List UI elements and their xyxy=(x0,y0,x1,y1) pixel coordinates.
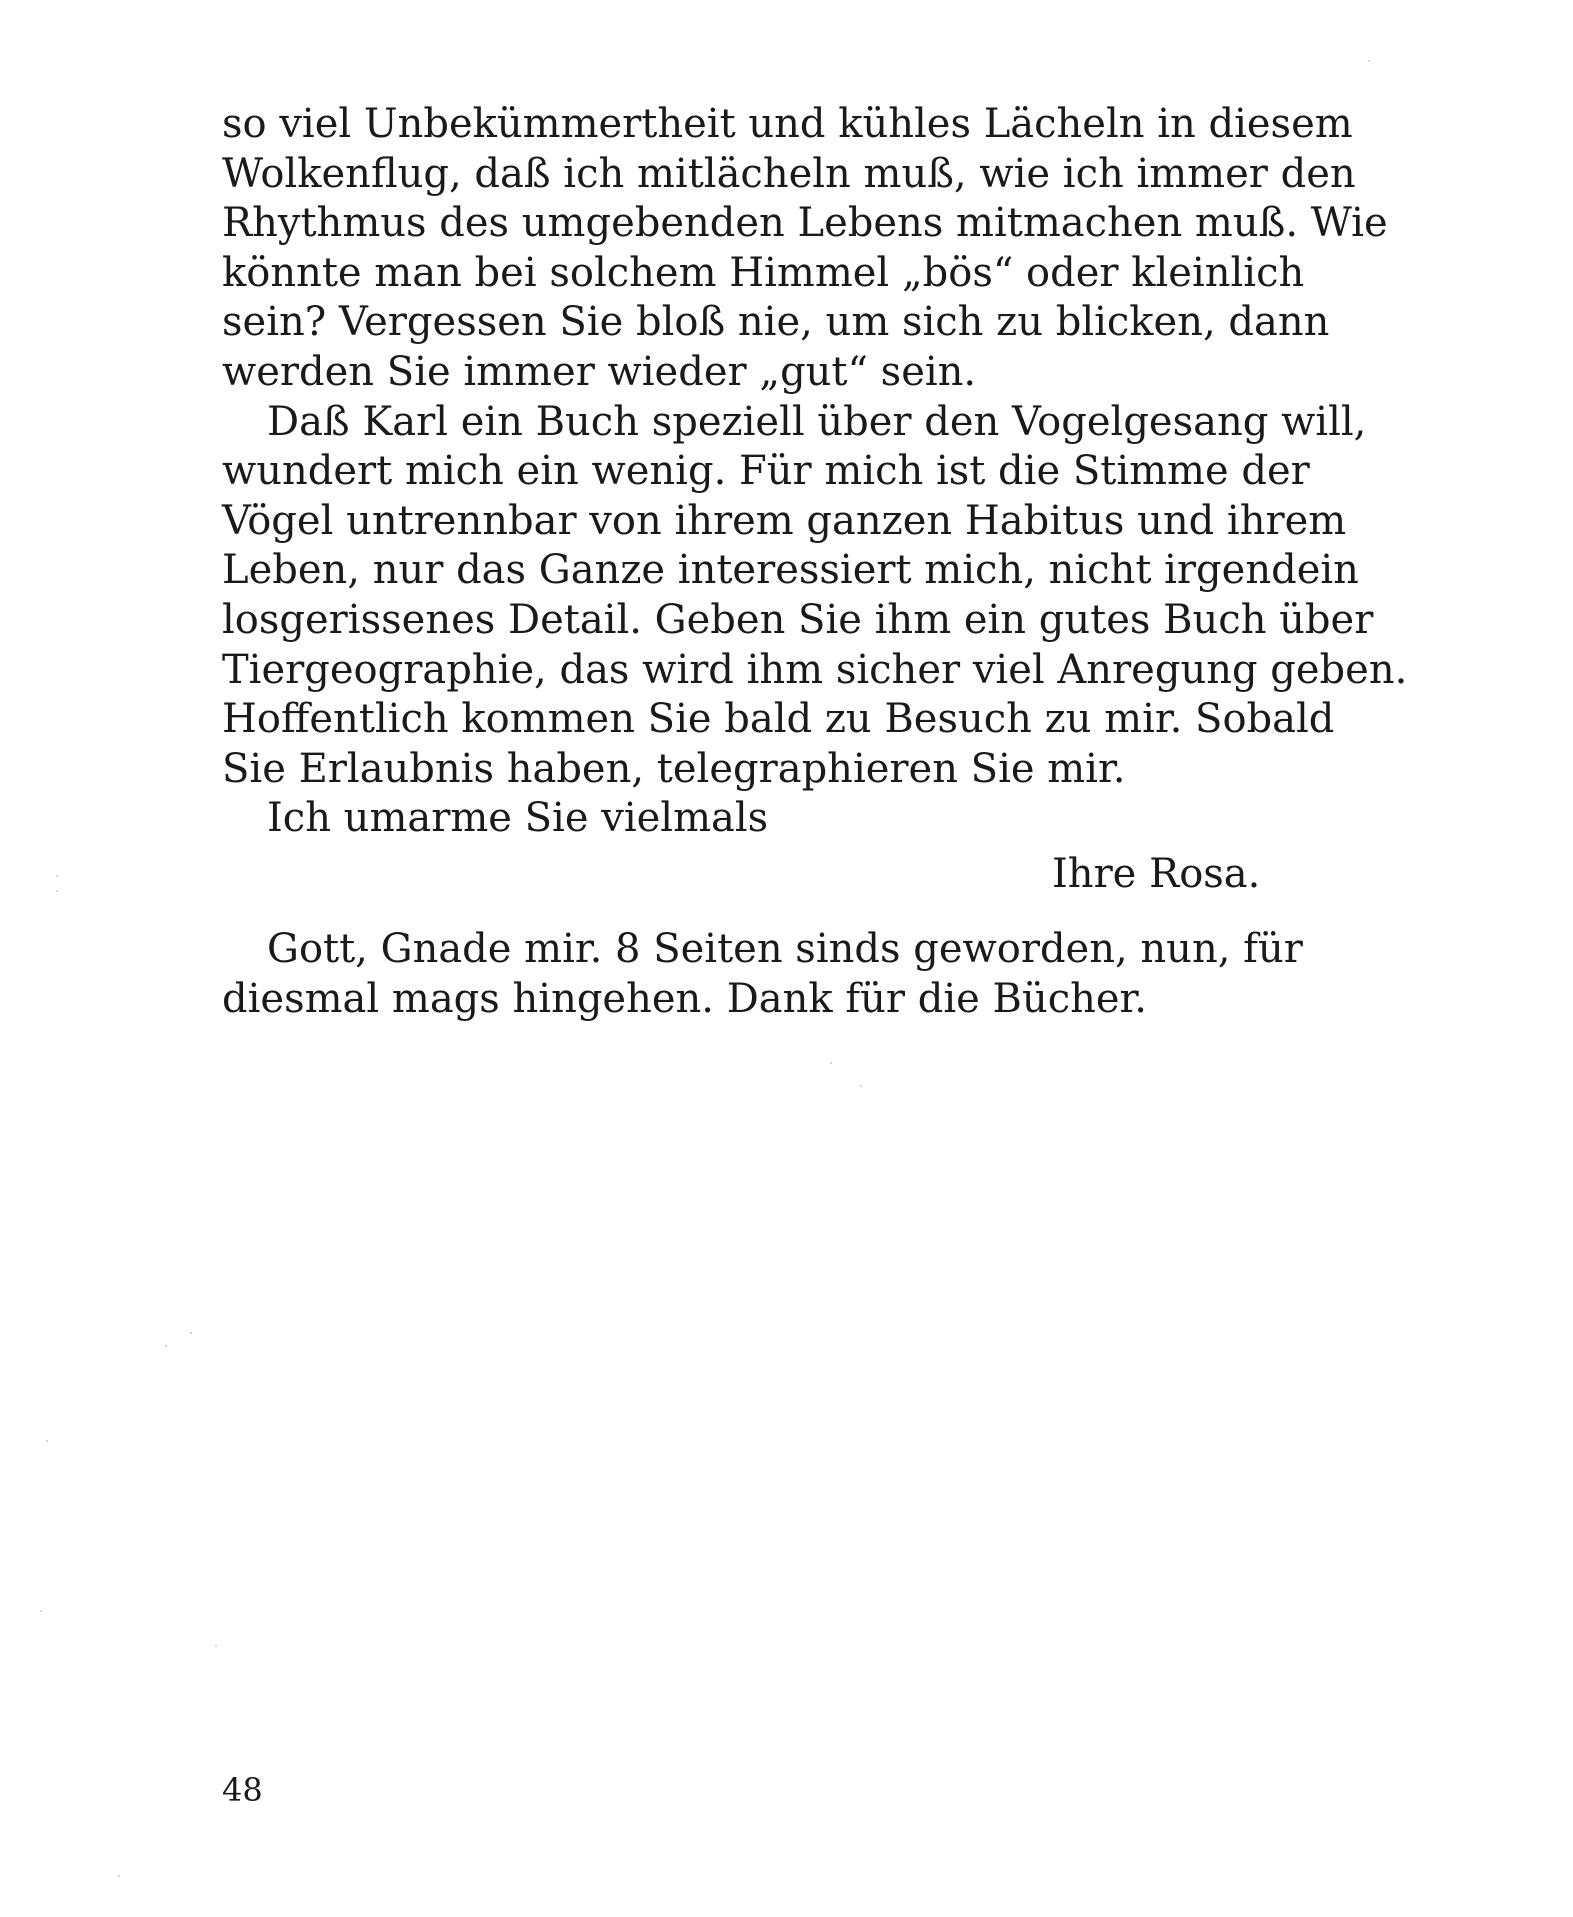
text-line: losgerissenes Detail. Geben Sie ihm ein gutes Buch über xyxy=(222,596,1374,643)
scan-speck xyxy=(830,1062,832,1064)
text-line: könnte man bei solchem Himmel „bös“ oder kleinlich xyxy=(222,249,1305,296)
text-line: wundert mich ein wenig. Für mich ist die Stimme der xyxy=(222,448,1310,495)
text-line: werden Sie immer wieder „gut“ sein. xyxy=(222,348,977,395)
text-line: Hoffentlich kommen Sie bald zu Besuch zu mir. Sobald xyxy=(222,696,1335,743)
text-line: Daß Karl ein Buch speziell über den Vogelgesang will, xyxy=(267,398,1367,445)
page-number: 48 xyxy=(222,1771,263,1809)
text-line: Vögel untrennbar von ihrem ganzen Habitus und ihrem xyxy=(222,497,1347,544)
scan-speck xyxy=(860,1085,862,1087)
scan-speck xyxy=(165,1345,167,1347)
text-line: Gott, Gnade mir. 8 Seiten sinds geworden, nun, für xyxy=(267,926,1303,972)
signature: Ihre Rosa. xyxy=(1052,851,1261,897)
letter-body xyxy=(222,100,1408,844)
text-line: diesmal mags hingehen. Dank für die Bücher. xyxy=(222,975,1147,1022)
text-line: Sie Erlaubnis haben, telegraphieren Sie mir. xyxy=(222,745,1126,792)
scan-speck xyxy=(56,890,58,892)
text-line: Tiergeographie, das wird ihm sicher viel Anregung geben. xyxy=(222,646,1408,693)
scan-speck xyxy=(40,1610,42,1612)
scan-speck xyxy=(190,1332,192,1334)
postscript xyxy=(222,925,1303,1024)
text-line: so viel Unbekümmertheit und kühles Lächeln in diesem xyxy=(222,101,1353,147)
scan-speck xyxy=(118,1875,120,1877)
scan-speck xyxy=(56,875,58,877)
closing-line: Ich umarme Sie vielmals xyxy=(267,795,769,842)
scan-speck xyxy=(1368,60,1370,62)
scan-speck xyxy=(46,1440,48,1442)
text-line: Rhythmus des umgebenden Lebens mitmachen muß. Wie xyxy=(222,200,1388,247)
text-line: Leben, nur das Ganze interessiert mich, nicht irgendein xyxy=(222,547,1359,594)
text-line: sein? Vergessen Sie bloß nie, um sich zu blicken, dann xyxy=(222,299,1330,346)
scan-speck xyxy=(215,1645,217,1647)
text-line: Wolkenflug, daß ich mitlächeln muß, wie ich immer den xyxy=(222,150,1356,197)
